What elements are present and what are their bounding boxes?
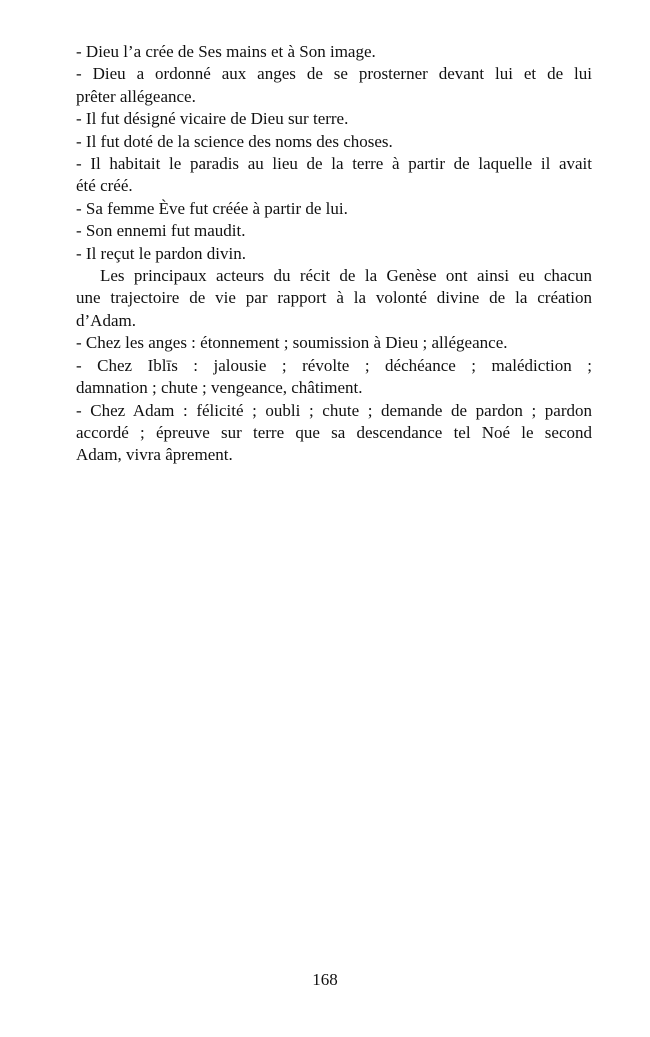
- text-line: Les principaux acteurs du récit de la Genèse ont ainsi eu chacun: [100, 266, 592, 286]
- text-line: - Chez les anges : étonnement ; soumission à Dieu ; allégeance.: [76, 333, 508, 353]
- text-line: - Il fut désigné vicaire de Dieu sur terre.: [76, 109, 349, 129]
- text-line: - Sa femme Ève fut créée à partir de lui.: [76, 198, 348, 218]
- text-line: - Dieu l’a crée de Ses mains et à Son image.: [76, 42, 376, 61]
- text-line: - Chez Iblīs : jalousie ; révolte ; déchéance ; malédiction ;: [76, 355, 592, 375]
- text-line: - Dieu a ordonné aux anges de se prosterner devant lui et de lui: [76, 64, 592, 84]
- paragraph: [76, 243, 592, 265]
- text-line: prêter allégeance.: [76, 86, 196, 106]
- paragraph: [76, 153, 592, 198]
- text-line: été créé.: [76, 176, 133, 196]
- paragraph: [76, 41, 592, 63]
- paragraph: [76, 265, 592, 332]
- paragraph: [76, 198, 592, 220]
- paragraph: [76, 400, 592, 467]
- paragraph: [76, 108, 592, 130]
- paragraph: [76, 355, 592, 400]
- paragraph: [76, 332, 592, 354]
- text-line: Adam, vivra âprement.: [76, 445, 233, 465]
- text-line: - Chez Adam : félicité ; oubli ; chute ; demande de pardon ; pardon: [76, 400, 592, 420]
- text-line: damnation ; chute ; vengeance, châtiment.: [76, 378, 363, 398]
- paragraph: [76, 63, 592, 108]
- text-line: accordé ; épreuve sur terre que sa descendance tel Noé le second: [76, 422, 592, 442]
- paragraph: [76, 131, 592, 153]
- text-line: - Il habitait le paradis au lieu de la terre à partir de laquelle il avait: [76, 154, 592, 174]
- text-line: - Il reçut le pardon divin.: [76, 243, 246, 263]
- paragraph: [76, 220, 592, 242]
- page-number: 168: [312, 970, 338, 989]
- text-line: - Son ennemi fut maudit.: [76, 221, 246, 241]
- text-line: d’Adam.: [76, 310, 136, 330]
- text-line: une trajectoire de vie par rapport à la volonté divine de la création: [76, 288, 592, 308]
- page-body: [76, 41, 592, 467]
- text-line: - Il fut doté de la science des noms des choses.: [76, 131, 393, 151]
